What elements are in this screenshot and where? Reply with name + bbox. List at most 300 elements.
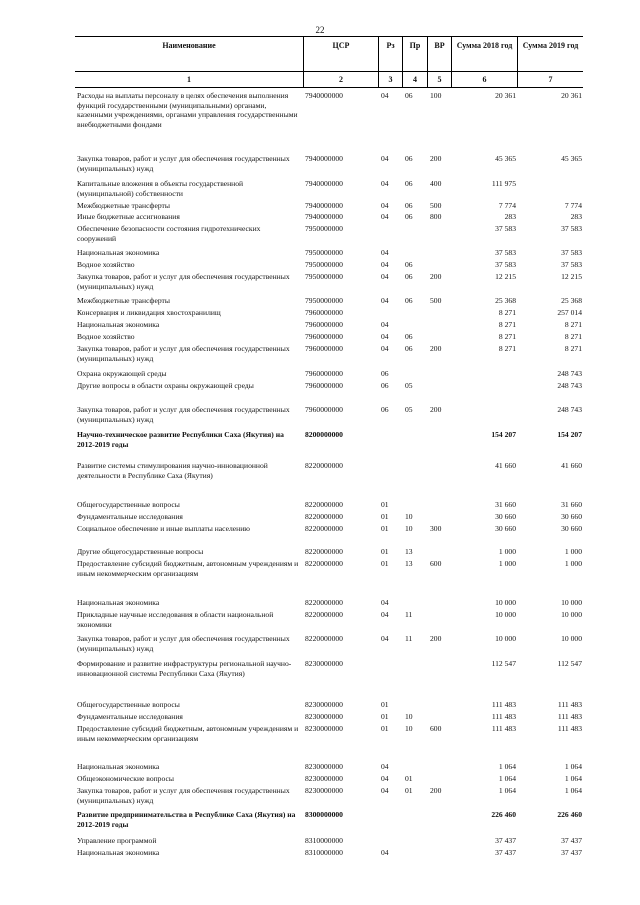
row-sum-2019: 1 064 bbox=[564, 774, 582, 783]
row-csr: 7960000000 bbox=[305, 405, 343, 414]
row-sum-2018: 111 483 bbox=[491, 700, 516, 709]
row-sum-2018: 30 660 bbox=[495, 512, 516, 521]
row-sum-2019: 12 215 bbox=[561, 272, 582, 281]
row-rz: 04 bbox=[381, 91, 389, 100]
row-rz bbox=[378, 810, 402, 829]
row-csr: 8310000000 bbox=[305, 836, 343, 845]
row-rz: 04 bbox=[381, 332, 389, 341]
table-header bbox=[75, 36, 583, 72]
row-vr bbox=[427, 712, 451, 722]
row-name: Фундаментальные исследования bbox=[77, 712, 183, 721]
row-rz: 01 bbox=[381, 724, 389, 733]
row-name: Закупка товаров, работ и услуг для обеспечения государственных (муниципальных) нужд bbox=[77, 786, 290, 805]
row-vr bbox=[427, 547, 451, 557]
row-vr bbox=[427, 848, 451, 858]
row-csr: 7950000000 bbox=[305, 248, 343, 257]
table-row bbox=[75, 500, 583, 510]
table-row bbox=[75, 774, 583, 784]
row-rz bbox=[378, 224, 402, 243]
row-vr: 600 bbox=[430, 559, 442, 568]
row-rz: 06 bbox=[381, 405, 389, 414]
row-name: Формирование и развитие инфраструктуры региональной научно-инновационной системы Республики Саха (Якутия) bbox=[77, 659, 292, 678]
row-name: Национальная экономика bbox=[77, 848, 160, 857]
row-csr: 8230000000 bbox=[305, 712, 343, 721]
row-pr bbox=[402, 836, 427, 846]
row-name: Управление программой bbox=[77, 836, 157, 845]
row-sum-2018: 7 774 bbox=[498, 201, 516, 210]
row-rz: 01 bbox=[381, 712, 389, 721]
row-name: Национальная экономика bbox=[77, 320, 160, 329]
row-sum-2019: 25 368 bbox=[561, 296, 582, 305]
row-name: Закупка товаров, работ и услуг для обеспечения государственных (муниципальных) нужд bbox=[77, 154, 290, 173]
row-name: Фундаментальные исследования bbox=[77, 512, 183, 521]
row-vr bbox=[427, 332, 451, 342]
row-rz: 04 bbox=[381, 786, 389, 795]
row-sum-2018: 37 583 bbox=[495, 260, 516, 269]
row-pr: 06 bbox=[405, 296, 413, 305]
table-row bbox=[75, 524, 583, 534]
row-csr: 7950000000 bbox=[305, 272, 343, 281]
table-row bbox=[75, 91, 583, 129]
row-sum-2018: 1 000 bbox=[498, 559, 516, 568]
row-name: Прикладные научные исследования в области национальной экономики bbox=[77, 610, 274, 629]
row-sum-2018: 154 207 bbox=[491, 430, 516, 439]
row-pr bbox=[402, 659, 427, 678]
table-row bbox=[75, 201, 583, 211]
row-sum-2019: 154 207 bbox=[557, 430, 582, 439]
row-csr: 8230000000 bbox=[305, 774, 343, 783]
row-sum-2018: 37 583 bbox=[495, 248, 516, 257]
row-sum-2019: 10 000 bbox=[561, 598, 582, 607]
row-vr: 300 bbox=[430, 524, 442, 533]
row-sum-2019: 1 064 bbox=[564, 762, 582, 771]
row-vr bbox=[427, 381, 451, 391]
row-sum-2019: 8 271 bbox=[564, 320, 582, 329]
row-pr: 10 bbox=[405, 724, 413, 733]
row-sum-2018: 12 215 bbox=[495, 272, 516, 281]
row-name: Развитие предпринимательства в Республике Саха (Якутия) на 2012-2019 годы bbox=[77, 810, 296, 829]
row-vr: 200 bbox=[430, 154, 442, 163]
row-rz bbox=[378, 461, 402, 480]
table-row bbox=[75, 296, 583, 306]
table-row bbox=[75, 700, 583, 710]
row-sum-2019: 248 743 bbox=[557, 381, 582, 390]
row-vr: 100 bbox=[430, 91, 442, 100]
row-csr: 8220000000 bbox=[305, 634, 343, 643]
row-rz: 04 bbox=[381, 610, 389, 619]
row-name: Капитальные вложения в объекты государственной (муниципальной) собственности bbox=[77, 179, 244, 198]
row-rz: 06 bbox=[381, 381, 389, 390]
row-sum-2018: 20 361 bbox=[495, 91, 516, 100]
row-sum-2019: 10 000 bbox=[561, 610, 582, 619]
row-pr: 10 bbox=[405, 512, 413, 521]
row-pr: 06 bbox=[405, 179, 413, 188]
row-name: Обеспечение безопасности состояния гидротехнических сооружений bbox=[77, 224, 261, 243]
table-row bbox=[75, 344, 583, 363]
row-sum-2018: 1 064 bbox=[498, 786, 516, 795]
row-csr: 8220000000 bbox=[305, 610, 343, 619]
budget-table bbox=[75, 36, 583, 857]
row-vr: 200 bbox=[430, 634, 442, 643]
row-csr: 8300000000 bbox=[305, 810, 343, 819]
row-pr: 06 bbox=[405, 260, 413, 269]
row-rz: 04 bbox=[381, 154, 389, 163]
row-rz: 04 bbox=[381, 296, 389, 305]
row-pr: 06 bbox=[405, 154, 413, 163]
column-number: 5 bbox=[427, 72, 451, 87]
table-row bbox=[75, 260, 583, 270]
row-vr: 800 bbox=[430, 212, 442, 221]
table-row bbox=[75, 381, 583, 391]
row-name: Закупка товаров, работ и услуг для обеспечения государственных (муниципальных) нужд bbox=[77, 272, 290, 291]
row-rz: 04 bbox=[381, 774, 389, 783]
row-sum-2018: 30 660 bbox=[495, 524, 516, 533]
column-number: 1 bbox=[187, 75, 191, 84]
row-sum-2019: 30 660 bbox=[561, 512, 582, 521]
row-name: Межбюджетные трансферты bbox=[77, 296, 170, 305]
row-vr bbox=[427, 836, 451, 846]
row-pr: 11 bbox=[405, 634, 413, 643]
row-sum-2018: 8 271 bbox=[498, 320, 516, 329]
table-row bbox=[75, 212, 583, 222]
row-csr: 8230000000 bbox=[305, 786, 343, 795]
row-rz: 04 bbox=[381, 201, 389, 210]
row-pr bbox=[402, 308, 427, 318]
row-csr: 8230000000 bbox=[305, 659, 343, 668]
row-sum-2019: 226 460 bbox=[557, 810, 582, 819]
row-sum-2018 bbox=[451, 405, 517, 424]
row-vr: 200 bbox=[430, 272, 442, 281]
row-rz: 04 bbox=[381, 344, 389, 353]
row-rz: 04 bbox=[381, 848, 389, 857]
row-rz: 01 bbox=[381, 700, 389, 709]
row-vr: 400 bbox=[430, 179, 442, 188]
row-rz: 04 bbox=[381, 320, 389, 329]
row-name: Другие вопросы в области охраны окружающей среды bbox=[77, 381, 254, 390]
row-sum-2018: 226 460 bbox=[491, 810, 516, 819]
row-csr: 7940000000 bbox=[305, 179, 343, 188]
row-csr: 8220000000 bbox=[305, 461, 343, 470]
row-rz bbox=[378, 659, 402, 678]
row-rz bbox=[378, 308, 402, 318]
row-sum-2019: 30 660 bbox=[561, 524, 582, 533]
row-sum-2018 bbox=[451, 381, 517, 391]
row-sum-2018: 1 000 bbox=[498, 547, 516, 556]
row-vr bbox=[427, 700, 451, 710]
row-csr: 7960000000 bbox=[305, 308, 343, 317]
row-csr: 8220000000 bbox=[305, 500, 343, 509]
row-sum-2018: 111 975 bbox=[491, 179, 516, 188]
row-pr: 05 bbox=[405, 405, 413, 414]
table-row bbox=[75, 610, 583, 629]
row-sum-2019: 45 365 bbox=[561, 154, 582, 163]
table-row bbox=[75, 320, 583, 330]
row-name: Развитие системы стимулирования научно-инновационной деятельности в Республике Саха (Якутия) bbox=[77, 461, 268, 480]
row-pr bbox=[402, 598, 427, 608]
row-name: Охрана окружающей среды bbox=[77, 369, 167, 378]
row-csr: 7950000000 bbox=[305, 224, 343, 233]
row-vr bbox=[427, 762, 451, 772]
row-sum-2019: 37 437 bbox=[561, 848, 582, 857]
row-vr: 600 bbox=[430, 724, 442, 733]
row-vr bbox=[427, 260, 451, 270]
row-rz: 01 bbox=[381, 512, 389, 521]
row-csr: 7940000000 bbox=[305, 154, 343, 163]
table-row bbox=[75, 547, 583, 557]
row-pr: 06 bbox=[405, 201, 413, 210]
row-vr bbox=[427, 224, 451, 243]
row-sum-2019: 283 bbox=[570, 212, 582, 221]
row-vr bbox=[427, 308, 451, 318]
table-row bbox=[75, 461, 583, 480]
row-sum-2019: 1 064 bbox=[564, 786, 582, 795]
row-pr bbox=[402, 762, 427, 772]
header-sum-2018: Сумма 2018 год bbox=[451, 37, 517, 71]
row-sum-2018: 8 271 bbox=[498, 332, 516, 341]
row-csr: 8220000000 bbox=[305, 512, 343, 521]
row-vr bbox=[427, 461, 451, 480]
row-pr: 06 bbox=[405, 91, 413, 100]
row-vr bbox=[427, 810, 451, 829]
row-csr: 7940000000 bbox=[305, 212, 343, 221]
row-name: Национальная экономика bbox=[77, 762, 160, 771]
row-vr: 200 bbox=[430, 405, 442, 414]
table-row bbox=[75, 272, 583, 291]
table-row bbox=[75, 308, 583, 318]
header-csr: ЦСР bbox=[303, 37, 378, 71]
column-number: 6 bbox=[451, 72, 517, 87]
row-sum-2018: 8 271 bbox=[498, 308, 516, 317]
header-rz: Рз bbox=[378, 37, 402, 71]
row-name: Предоставление субсидий бюджетным, автономным учреждениям и иным некоммерческим организациям bbox=[77, 724, 299, 743]
row-pr: 06 bbox=[405, 344, 413, 353]
row-sum-2019: 41 660 bbox=[561, 461, 582, 470]
row-rz: 01 bbox=[381, 524, 389, 533]
row-sum-2019: 20 361 bbox=[561, 91, 582, 100]
table-row bbox=[75, 224, 583, 243]
row-rz: 04 bbox=[381, 179, 389, 188]
row-sum-2018: 37 437 bbox=[495, 848, 516, 857]
table-row bbox=[75, 512, 583, 522]
row-sum-2018: 8 271 bbox=[498, 344, 516, 353]
row-sum-2019: 37 583 bbox=[561, 260, 582, 269]
column-number: 7 bbox=[517, 72, 583, 87]
row-sum-2019: 112 547 bbox=[557, 659, 582, 668]
row-vr bbox=[427, 320, 451, 330]
row-csr: 7950000000 bbox=[305, 296, 343, 305]
row-pr: 06 bbox=[405, 332, 413, 341]
row-sum-2018: 111 483 bbox=[491, 712, 516, 721]
row-sum-2018: 37 437 bbox=[495, 836, 516, 845]
row-pr bbox=[402, 848, 427, 858]
row-name: Водное хозяйство bbox=[77, 332, 135, 341]
row-vr bbox=[427, 369, 451, 379]
row-csr: 7960000000 bbox=[305, 332, 343, 341]
table-row bbox=[75, 598, 583, 608]
table-row bbox=[75, 248, 583, 258]
row-pr: 11 bbox=[405, 610, 413, 619]
row-sum-2018: 112 547 bbox=[491, 659, 516, 668]
row-csr: 7960000000 bbox=[305, 381, 343, 390]
row-sum-2019: 8 271 bbox=[564, 332, 582, 341]
row-vr bbox=[427, 774, 451, 784]
row-pr bbox=[402, 700, 427, 710]
header-vr: ВР bbox=[427, 37, 451, 71]
row-vr bbox=[427, 659, 451, 678]
row-sum-2018: 45 365 bbox=[495, 154, 516, 163]
row-rz: 01 bbox=[381, 500, 389, 509]
table-row bbox=[75, 762, 583, 772]
row-vr bbox=[427, 598, 451, 608]
column-numbers-row bbox=[75, 72, 583, 88]
row-name: Национальная экономика bbox=[77, 248, 160, 257]
row-name: Водное хозяйство bbox=[77, 260, 135, 269]
row-rz: 04 bbox=[381, 212, 389, 221]
row-name: Закупка товаров, работ и услуг для обеспечения государственных (муниципальных) нужд bbox=[77, 344, 290, 363]
row-sum-2018 bbox=[451, 369, 517, 379]
row-name: Закупка товаров, работ и услуг для обеспечения государственных (муниципальных) нужд bbox=[77, 405, 290, 424]
row-name: Национальная экономика bbox=[77, 598, 160, 607]
row-vr: 500 bbox=[430, 201, 442, 210]
row-sum-2018: 25 368 bbox=[495, 296, 516, 305]
row-vr bbox=[427, 248, 451, 258]
table-row bbox=[75, 369, 583, 379]
row-sum-2019: 111 483 bbox=[557, 712, 582, 721]
row-sum-2019: 111 483 bbox=[557, 700, 582, 709]
row-pr: 13 bbox=[405, 547, 413, 556]
row-pr: 05 bbox=[405, 381, 413, 390]
row-sum-2018: 37 583 bbox=[495, 224, 516, 233]
row-pr bbox=[402, 224, 427, 243]
row-pr bbox=[402, 320, 427, 330]
row-pr bbox=[402, 500, 427, 510]
table-row bbox=[75, 154, 583, 173]
row-rz: 04 bbox=[381, 634, 389, 643]
table-row bbox=[75, 836, 583, 846]
row-sum-2019: 7 774 bbox=[564, 201, 582, 210]
row-sum-2019: 31 660 bbox=[561, 500, 582, 509]
page-number: 22 bbox=[315, 25, 325, 35]
row-csr: 8310000000 bbox=[305, 848, 343, 857]
row-csr: 8230000000 bbox=[305, 700, 343, 709]
row-rz: 04 bbox=[381, 598, 389, 607]
row-pr bbox=[402, 430, 427, 449]
row-rz: 01 bbox=[381, 547, 389, 556]
column-number: 2 bbox=[303, 72, 378, 87]
row-pr: 06 bbox=[405, 272, 413, 281]
row-csr: 7960000000 bbox=[305, 369, 343, 378]
row-sum-2018: 10 000 bbox=[495, 610, 516, 619]
row-sum-2019: 37 437 bbox=[561, 836, 582, 845]
row-sum-2019: 1 000 bbox=[564, 559, 582, 568]
row-csr: 7960000000 bbox=[305, 344, 343, 353]
row-name: Предоставление субсидий бюджетным, автономным учреждениям и иным некоммерческим организациям bbox=[77, 559, 299, 578]
header-pr: Пр bbox=[402, 37, 427, 71]
row-name: Научно-техническое развитие Республики Саха (Якутия) на 2012-2019 годы bbox=[77, 430, 284, 449]
row-sum-2019: 111 483 bbox=[557, 724, 582, 733]
row-sum-2019: 248 743 bbox=[557, 405, 582, 414]
table-row bbox=[75, 848, 583, 858]
table-row bbox=[75, 559, 583, 578]
row-sum-2019: 10 000 bbox=[561, 634, 582, 643]
row-name: Расходы на выплаты персоналу в целях обеспечения выполнения функций государственными (муниципальными) органами, казенными учреждениями, органами управления государственными внебюджетными фондами bbox=[77, 91, 298, 129]
row-sum-2018: 10 000 bbox=[495, 634, 516, 643]
row-pr bbox=[402, 461, 427, 480]
row-vr bbox=[427, 430, 451, 449]
row-csr: 8220000000 bbox=[305, 598, 343, 607]
row-csr: 8230000000 bbox=[305, 724, 343, 733]
row-name: Другие общегосударственные вопросы bbox=[77, 547, 204, 556]
table-row bbox=[75, 786, 583, 805]
row-csr: 7940000000 bbox=[305, 91, 343, 100]
row-csr: 7940000000 bbox=[305, 201, 343, 210]
row-rz bbox=[378, 430, 402, 449]
row-name: Общегосударственные вопросы bbox=[77, 700, 180, 709]
row-name: Иные бюджетные ассигнования bbox=[77, 212, 180, 221]
row-sum-2018: 1 064 bbox=[498, 762, 516, 771]
table-row bbox=[75, 724, 583, 743]
row-rz bbox=[378, 836, 402, 846]
row-sum-2018: 10 000 bbox=[495, 598, 516, 607]
row-vr bbox=[427, 512, 451, 522]
row-csr: 8220000000 bbox=[305, 547, 343, 556]
row-sum-2018: 111 483 bbox=[491, 724, 516, 733]
row-pr: 10 bbox=[405, 712, 413, 721]
row-rz: 01 bbox=[381, 559, 389, 568]
row-rz: 04 bbox=[381, 248, 389, 257]
row-vr bbox=[427, 500, 451, 510]
row-name: Межбюджетные трансферты bbox=[77, 201, 170, 210]
table-row bbox=[75, 332, 583, 342]
row-name: Консервация и ликвидация хвостохранилищ bbox=[77, 308, 221, 317]
row-name: Социальное обеспечение и иные выплаты населению bbox=[77, 524, 250, 533]
row-csr: 8200000000 bbox=[305, 430, 343, 439]
row-csr: 8220000000 bbox=[305, 559, 343, 568]
row-sum-2019: 37 583 bbox=[561, 224, 582, 233]
row-sum-2018: 1 064 bbox=[498, 774, 516, 783]
row-csr: 8220000000 bbox=[305, 524, 343, 533]
table-row bbox=[75, 810, 583, 829]
row-csr: 7950000000 bbox=[305, 260, 343, 269]
row-sum-2018: 31 660 bbox=[495, 500, 516, 509]
table-row bbox=[75, 712, 583, 722]
row-pr: 13 bbox=[405, 559, 413, 568]
row-pr: 10 bbox=[405, 524, 413, 533]
row-pr bbox=[402, 369, 427, 379]
table-row bbox=[75, 430, 583, 449]
table-row bbox=[75, 405, 583, 424]
row-sum-2018: 41 660 bbox=[495, 461, 516, 470]
row-vr: 500 bbox=[430, 296, 442, 305]
row-sum-2018: 283 bbox=[504, 212, 516, 221]
row-vr: 200 bbox=[430, 786, 442, 795]
table-row bbox=[75, 659, 583, 678]
row-csr: 8230000000 bbox=[305, 762, 343, 771]
row-name: Общеэкономические вопросы bbox=[77, 774, 174, 783]
table-row bbox=[75, 179, 583, 198]
row-sum-2019 bbox=[517, 179, 583, 198]
row-rz: 04 bbox=[381, 260, 389, 269]
row-rz: 06 bbox=[381, 369, 389, 378]
row-sum-2019: 37 583 bbox=[561, 248, 582, 257]
row-sum-2019: 257 014 bbox=[557, 308, 582, 317]
row-sum-2019: 248 743 bbox=[557, 369, 582, 378]
row-name: Общегосударственные вопросы bbox=[77, 500, 180, 509]
row-rz: 04 bbox=[381, 762, 389, 771]
column-number: 4 bbox=[402, 72, 427, 87]
row-pr bbox=[402, 810, 427, 829]
row-vr bbox=[427, 610, 451, 629]
